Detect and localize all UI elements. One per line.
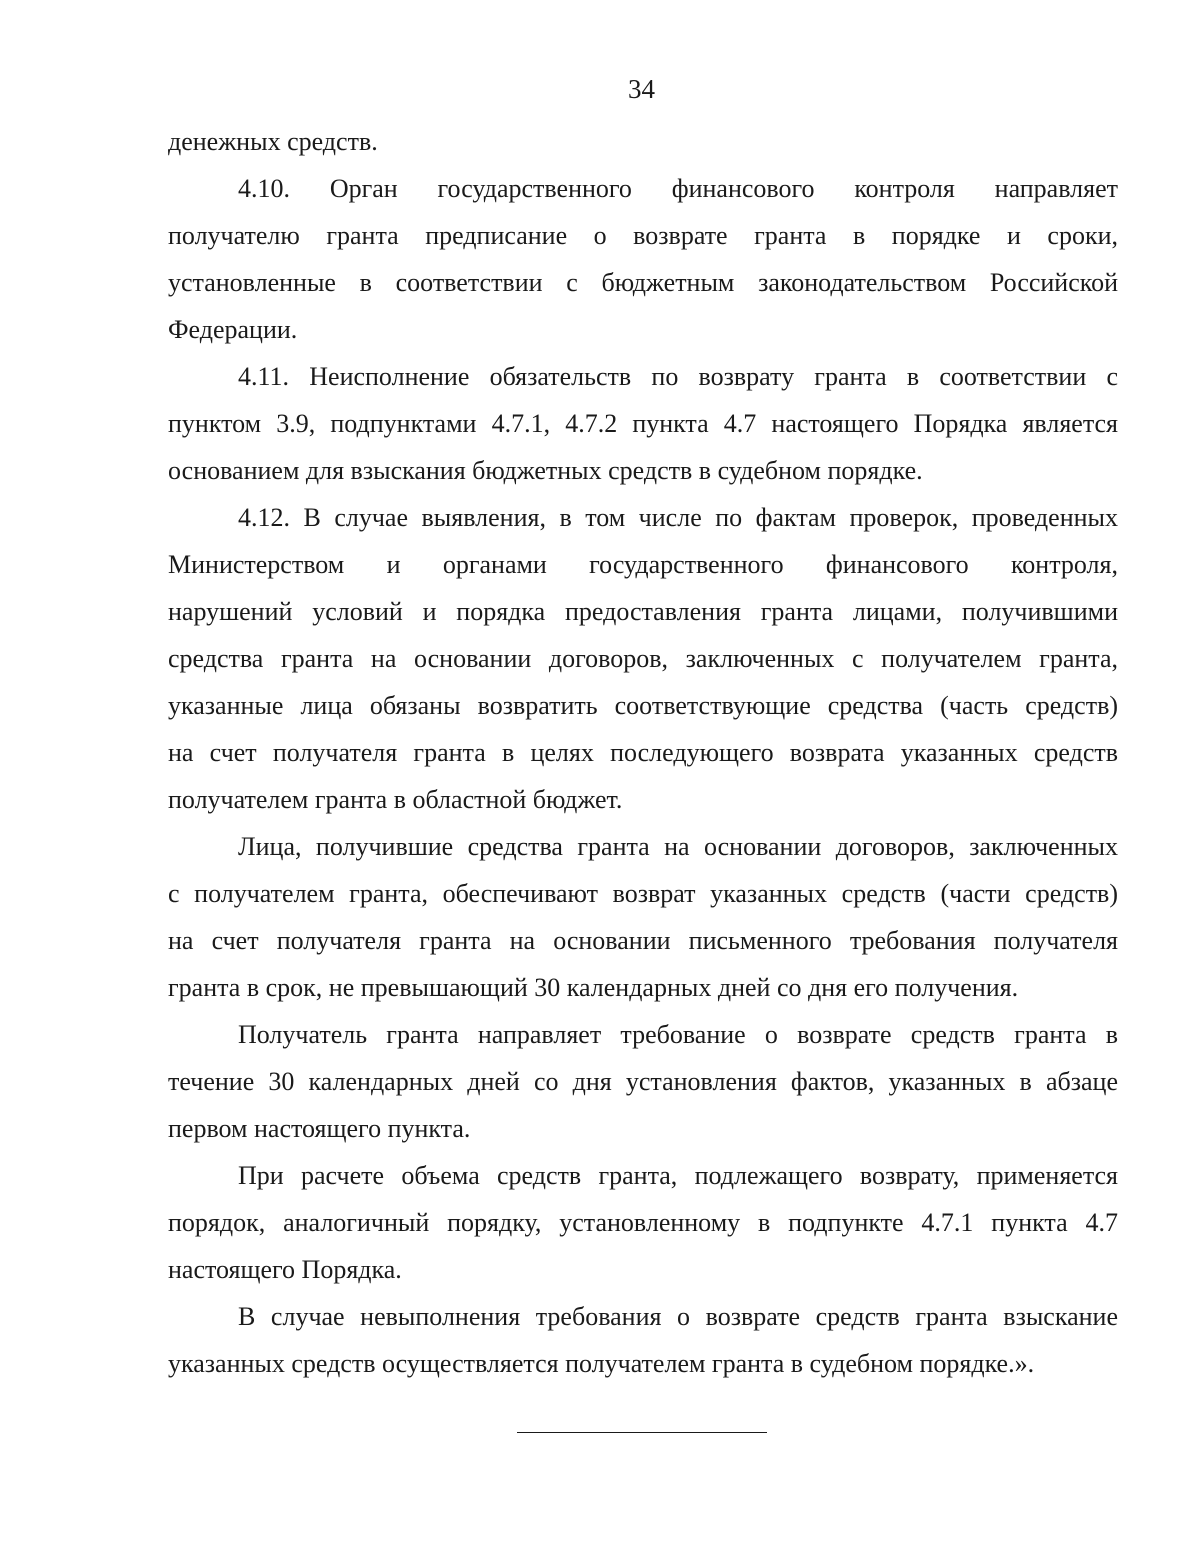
text-line: денежных средств. — [168, 127, 378, 156]
text-line: настоящего Порядка. — [168, 1255, 402, 1284]
text-line: получателем гранта в областной бюджет. — [168, 785, 623, 814]
text-line: Лица, получившие средства гранта на основании договоров, заключенных — [238, 832, 1118, 861]
text-line: нарушений условий и порядка предоставления гранта лицами, получившими — [168, 597, 1118, 626]
text-line: с получателем гранта, обеспечивают возврат указанных средств (части средств) — [168, 879, 1118, 908]
paragraph-return-calculation — [168, 1152, 1118, 1293]
text-line: первом настоящего пункта. — [168, 1114, 471, 1143]
text-line: пунктом 3.9, подпунктами 4.7.1, 4.7.2 пункта 4.7 настоящего Порядка является — [168, 409, 1118, 438]
document-body — [168, 118, 1118, 1387]
page-number: 34 — [628, 74, 655, 104]
text-line: установленные в соответствии с бюджетным законодательством Российской — [168, 268, 1118, 297]
paragraph-court-recovery — [168, 1293, 1118, 1387]
paragraph-return-request — [168, 1011, 1118, 1152]
text-line: указанные лица обязаны возвратить соответствующие средства (часть средств) — [168, 691, 1118, 720]
paragraph-4-12 — [168, 494, 1118, 823]
text-line: 4.10. Орган государственного финансового контроля направляет — [238, 174, 1118, 203]
text-line: основанием для взыскания бюджетных средств в судебном порядке. — [168, 456, 923, 485]
text-line: Получатель гранта направляет требование о возврате средств гранта в — [238, 1020, 1118, 1049]
paragraph-4-10 — [168, 165, 1118, 353]
text-line: указанных средств осуществляется получателем гранта в судебном порядке.». — [168, 1349, 1035, 1378]
text-line: на счет получателя гранта в целях последующего возврата указанных средств — [168, 738, 1118, 767]
text-line: гранта в срок, не превышающий 30 календарных дней со дня его получения. — [168, 973, 1019, 1002]
paragraph-recipients-return — [168, 823, 1118, 1011]
text-line: При расчете объема средств гранта, подлежащего возврату, применяется — [238, 1161, 1118, 1190]
text-line: порядок, аналогичный порядку, установленному в подпункте 4.7.1 пункта 4.7 — [168, 1208, 1118, 1237]
text-line: средства гранта на основании договоров, заключенных с получателем гранта, — [168, 644, 1118, 673]
paragraph-4-11 — [168, 353, 1118, 494]
text-line: Федерации. — [168, 315, 298, 344]
end-divider-line — [517, 1432, 767, 1433]
text-line: течение 30 календарных дней со дня установления фактов, указанных в абзаце — [168, 1067, 1118, 1096]
text-line: получателю гранта предписание о возврате гранта в порядке и сроки, — [168, 221, 1118, 250]
text-line: Министерством и органами государственного финансового контроля, — [168, 550, 1118, 579]
paragraph-continuation — [168, 118, 1118, 165]
text-line: на счет получателя гранта на основании письменного требования получателя — [168, 926, 1118, 955]
text-line: В случае невыполнения требования о возврате средств гранта взыскание — [238, 1302, 1118, 1331]
text-line: 4.12. В случае выявления, в том числе по фактам проверок, проведенных — [238, 503, 1118, 532]
text-line: 4.11. Неисполнение обязательств по возврату гранта в соответствии с — [238, 362, 1118, 391]
